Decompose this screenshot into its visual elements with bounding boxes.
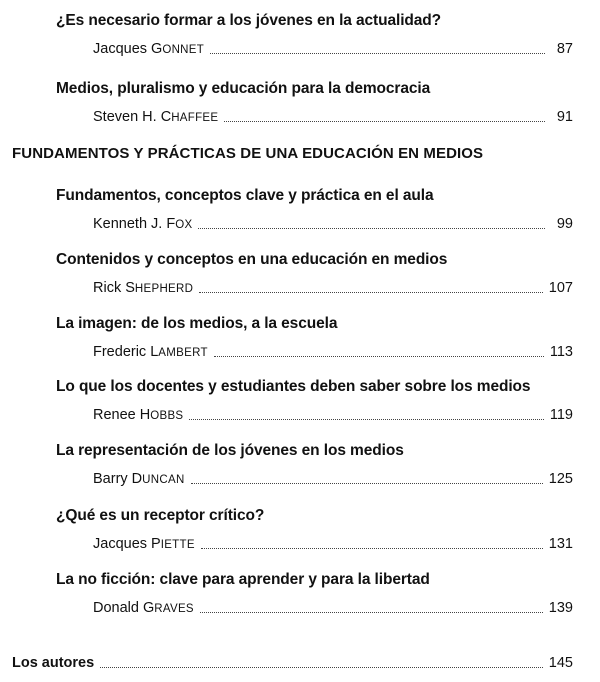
dot-leader	[199, 291, 543, 293]
entry-page-number: 139	[548, 600, 573, 616]
entry-title: La imagen: de los medios, a la escuela	[56, 315, 338, 332]
dot-leader	[201, 547, 543, 549]
dot-leader	[100, 666, 543, 668]
entry-author-line	[93, 216, 573, 234]
entry-author: Jacques PIETTE	[93, 536, 195, 552]
entry-author-line	[93, 344, 573, 362]
entry-title: Contenidos y conceptos en una educación en medios	[56, 251, 448, 268]
toc-entry-authors	[12, 655, 573, 673]
entry-title: Fundamentos, conceptos clave y práctica en el aula	[56, 187, 434, 204]
entry-page-number: 87	[556, 41, 573, 57]
entry-page-number: 113	[549, 344, 573, 360]
entry-author: Steven H. CHAFFEE	[93, 109, 219, 125]
entry-page-number: 131	[548, 536, 573, 552]
entry-author: Renee HOBBS	[93, 407, 184, 423]
entry-author: Barry DUNCAN	[93, 471, 185, 487]
entry-page-number: 145	[548, 655, 573, 671]
entry-author: Rick SHEPHERD	[93, 280, 194, 296]
entry-title: La no ficción: clave para aprender y para la libertad	[56, 571, 430, 588]
entry-title: ¿Es necesario formar a los jóvenes en la actualidad?	[56, 12, 442, 29]
entry-title: La representación de los jóvenes en los medios	[56, 442, 404, 459]
dot-leader	[200, 611, 543, 613]
entry-author-line	[93, 536, 573, 554]
entry-page-number: 99	[556, 216, 573, 232]
entry-page-number: 119	[549, 407, 573, 423]
dot-leader	[210, 52, 545, 54]
entry-author: Jacques GONNET	[93, 41, 205, 57]
entry-author-line	[93, 407, 573, 425]
dot-leader	[198, 227, 545, 229]
entry-page-number: 91	[556, 109, 573, 125]
entry-author-line	[93, 280, 573, 298]
entry-title: ¿Qué es un receptor crítico?	[56, 507, 265, 524]
entry-title: Medios, pluralismo y educación para la democracia	[56, 80, 431, 97]
dot-leader	[224, 120, 545, 122]
dot-leader	[191, 482, 543, 484]
dot-leader	[189, 418, 543, 420]
entry-author: Donald GRAVES	[93, 600, 194, 616]
entry-page-number: 125	[548, 471, 573, 487]
entry-author: Frederic LAMBERT	[93, 344, 208, 360]
entry-author: Kenneth J. FOX	[93, 216, 193, 232]
section-heading: FUNDAMENTOS Y PRÁCTICAS DE UNA EDUCACIÓN EN MEDIOS	[12, 145, 484, 162]
entry-author-line	[93, 41, 573, 59]
entry-author-line	[93, 471, 573, 489]
entry-title: Los autores	[12, 655, 95, 671]
entry-title: Lo que los docentes y estudiantes deben saber sobre los medios	[56, 378, 531, 395]
entry-author-line	[93, 600, 573, 618]
entry-author-line	[93, 109, 573, 127]
dot-leader	[214, 355, 544, 357]
entry-page-number: 107	[548, 280, 573, 296]
